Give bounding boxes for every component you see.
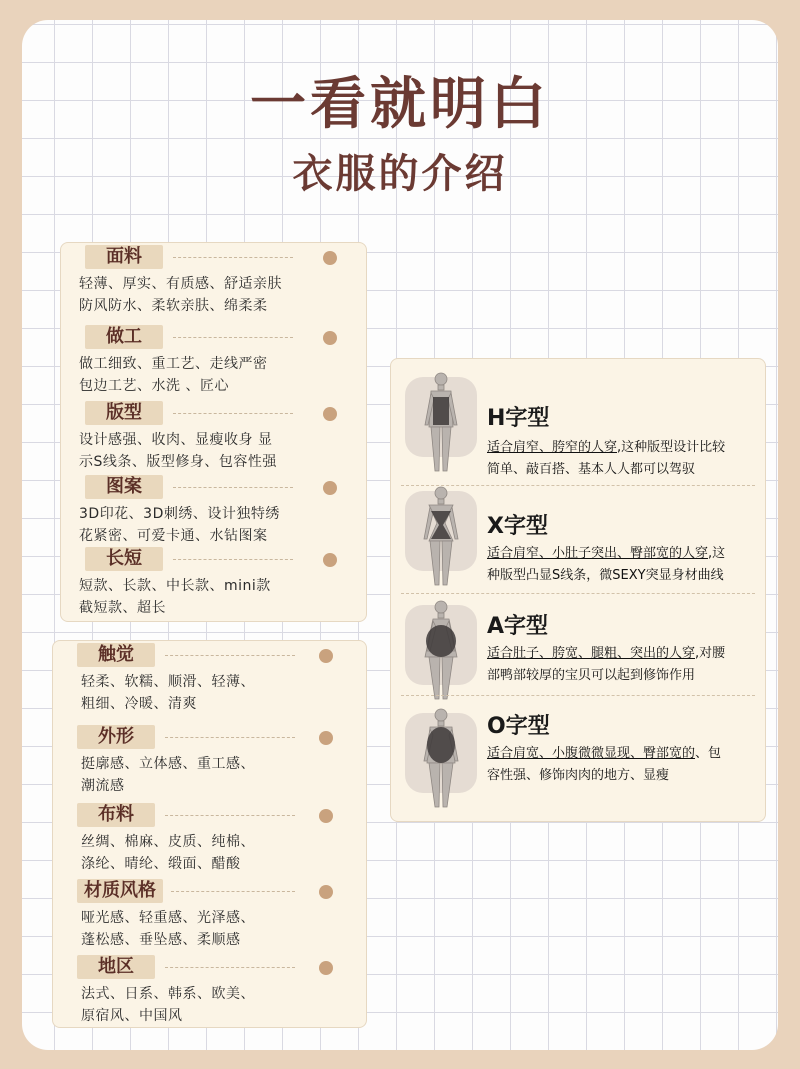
body-type-title: H字型	[487, 406, 550, 431]
body-type-desc-line2: 种版型凸显S线条，微SEXY突显身材曲线	[487, 568, 724, 583]
dashed-divider	[165, 737, 295, 738]
dashed-divider	[171, 891, 295, 892]
bullet-dot-icon	[319, 809, 333, 823]
section-label: 布料	[77, 803, 155, 827]
section-text-line: 潮流感	[81, 778, 125, 794]
dashed-divider	[173, 257, 293, 258]
dashed-divider	[165, 815, 295, 816]
section-text-line: 轻柔、软糯、顺滑、轻薄、	[81, 674, 255, 690]
section-label: 材质风格	[77, 879, 163, 903]
dashed-divider	[173, 487, 293, 488]
body-type-card	[390, 358, 766, 822]
x-body-figure-icon	[405, 481, 477, 581]
section-text-line: 做工细致、重工艺、走线严密	[79, 356, 268, 372]
section-text-line: 哑光感、轻重感、光泽感、	[81, 910, 255, 926]
bullet-dot-icon	[323, 481, 337, 495]
section-label: 长短	[85, 547, 163, 571]
bullet-dot-icon	[323, 331, 337, 345]
body-type-desc-line1: 适合肚子、胯宽、腿粗、突出的人穿,对腰	[487, 646, 726, 661]
body-type-desc-line2: 部鸭部较厚的宝贝可以起到修饰作用	[487, 668, 696, 683]
section-text-line: 蓬松感、垂坠感、柔顺感	[81, 932, 241, 948]
bullet-dot-icon	[323, 251, 337, 265]
section-text-line: 原宿风、中国风	[81, 1008, 183, 1024]
fabric-terms-card	[60, 242, 367, 622]
section-label: 做工	[85, 325, 163, 349]
section-label: 触觉	[77, 643, 155, 667]
page-title: 一看就明白	[250, 72, 550, 137]
body-type-desc-line1: 适合肩窄、小肚子突出、臀部宽的人穿,这	[487, 546, 726, 561]
body-type-title: A字型	[487, 614, 549, 639]
bullet-dot-icon	[319, 649, 333, 663]
section-text-line: 截短款、超长	[79, 600, 166, 616]
dashed-divider	[173, 413, 293, 414]
body-type-desc-line1: 适合肩宽、小腹微微显现、臀部宽的、包	[487, 746, 722, 761]
section-text-line: 轻薄、厚实、有质感、舒适亲肤	[79, 276, 282, 292]
section-text-line: 法式、日系、韩系、欧美、	[81, 986, 255, 1002]
section-text-line: 示S线条、版型修身、包容性强	[79, 454, 277, 470]
body-type-desc-line2: 容性强、修饰肉肉的地方、显瘦	[487, 768, 670, 783]
section-text-line: 防风防水、柔软亲肤、绵柔柔	[79, 298, 268, 314]
section-text-line: 短款、长款、中长款、mini款	[79, 578, 271, 594]
bullet-dot-icon	[319, 731, 333, 745]
section-text-line: 丝绸、棉麻、皮质、纯棉、	[81, 834, 255, 850]
section-text-line: 包边工艺、水洗 、匠心	[79, 378, 229, 394]
h-body-figure-icon	[405, 367, 477, 467]
dashed-divider	[173, 337, 293, 338]
section-label: 地区	[77, 955, 155, 979]
section-text-line: 挺廓感、立体感、重工感、	[81, 756, 255, 772]
bullet-dot-icon	[319, 961, 333, 975]
dashed-divider	[173, 559, 293, 560]
section-text-line: 设计感强、收肉、显瘦收身 显	[79, 432, 273, 448]
bullet-dot-icon	[323, 553, 337, 567]
section-label: 图案	[85, 475, 163, 499]
dashed-divider	[401, 695, 755, 696]
dashed-divider	[401, 593, 755, 594]
section-text-line: 花紧密、可爱卡通、水钻图案	[79, 528, 268, 544]
section-label: 面料	[85, 245, 163, 269]
bullet-dot-icon	[323, 407, 337, 421]
page-subtitle: 衣服的介绍	[292, 151, 508, 197]
section-text-line: 3D印花、3D刺绣、设计独特绣	[79, 506, 280, 522]
body-type-title: O字型	[487, 714, 550, 739]
body-type-desc-line2: 简单、敲百搭、基本人人都可以驾驭	[487, 462, 696, 477]
o-body-figure-icon	[405, 703, 477, 803]
bullet-dot-icon	[319, 885, 333, 899]
section-label: 版型	[85, 401, 163, 425]
body-type-title: X字型	[487, 514, 548, 539]
a-body-figure-icon	[405, 595, 477, 695]
section-label: 外形	[77, 725, 155, 749]
body-type-desc-line1: 适合肩窄、胯窄的人穿,这种版型设计比较	[487, 440, 726, 455]
dashed-divider	[165, 967, 295, 968]
section-text-line: 涤纶、晴纶、缎面、醋酸	[81, 856, 241, 872]
section-text-line: 粗细、冷暖、清爽	[81, 696, 197, 712]
dashed-divider	[165, 655, 295, 656]
texture-terms-card	[52, 640, 367, 1028]
